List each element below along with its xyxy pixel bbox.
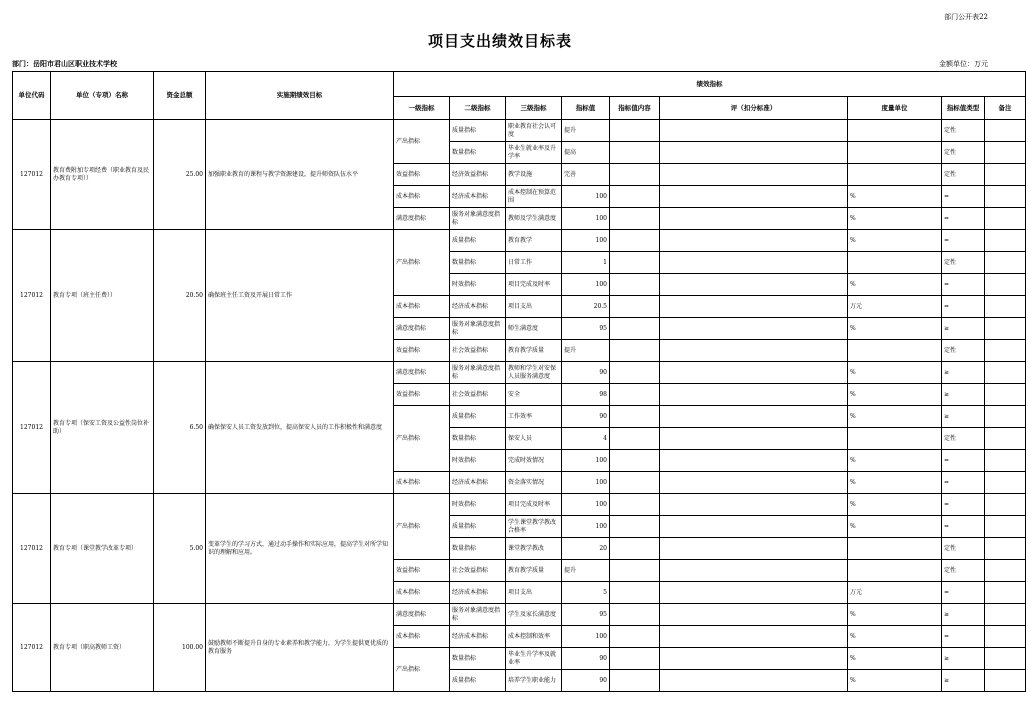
value-content-cell [610,384,660,406]
value-content-cell [610,516,660,538]
scoring-cell [660,472,848,494]
measure-unit-cell: 万元 [848,582,942,604]
goal-cell: 确保保安人员工资发放到位，提高保安人员的工作积极性和满意度 [206,362,394,494]
measure-unit-cell: % [848,230,942,252]
value-cell: 提高 [562,142,610,164]
value-content-cell [610,208,660,230]
measure-unit-cell [848,428,942,450]
l1-cell: 成本指标 [394,582,450,604]
table-row [13,362,1026,384]
measure-unit-cell: % [848,274,942,296]
value-type-cell: = [942,582,985,604]
value-content-cell [610,582,660,604]
value-type-cell: = [942,494,985,516]
unit-code-cell: 127012 [13,120,51,230]
value-content-cell [610,406,660,428]
l1-cell: 产出指标 [394,494,450,560]
l3-cell: 教学设施 [506,164,562,186]
remark-cell [985,428,1026,450]
remark-cell [985,164,1026,186]
l1-cell: 效益指标 [394,340,450,362]
scoring-cell [660,494,848,516]
value-cell: 提升 [562,560,610,582]
value-content-cell [610,362,660,384]
scoring-cell [660,538,848,560]
l2-cell: 社会效益指标 [450,340,506,362]
scoring-cell [660,318,848,340]
value-content-cell [610,538,660,560]
scoring-cell [660,186,848,208]
l3-cell: 培养学生职业能力 [506,670,562,692]
money-unit-label: 金额单位：万元 [939,60,988,68]
header-perf: 绩效指标 [394,72,1026,97]
l1-cell: 效益指标 [394,384,450,406]
value-type-cell: 定性 [942,340,985,362]
value-content-cell [610,318,660,340]
header-unit-code: 单位代码 [13,72,51,120]
value-cell: 90 [562,406,610,428]
value-content-cell [610,186,660,208]
l3-cell: 保安人员 [506,428,562,450]
value-type-cell: ≥ [942,604,985,626]
header-measure-unit: 度量单位 [848,97,942,120]
l1-cell: 满意度指标 [394,604,450,626]
unit-code-cell: 127012 [13,604,51,692]
value-cell: 90 [562,670,610,692]
value-cell: 100 [562,494,610,516]
measure-unit-cell [848,560,942,582]
remark-cell [985,120,1026,142]
unit-code-cell: 127012 [13,362,51,494]
l2-cell: 数量指标 [450,648,506,670]
value-cell: 1 [562,252,610,274]
unit-name-cell: 教育专项（职高教师工资） [51,604,154,692]
remark-cell [985,406,1026,428]
scoring-cell [660,626,848,648]
l3-cell: 教育教学质量 [506,340,562,362]
measure-unit-cell: % [848,494,942,516]
remark-cell [985,142,1026,164]
l2-cell: 质量指标 [450,230,506,252]
unit-name-cell: 教育专项（班主任费）） [51,230,154,362]
l2-cell: 经济成本指标 [450,472,506,494]
l1-cell: 满意度指标 [394,318,450,340]
total-funds-cell: 5.00 [154,494,206,604]
page-code: 部门公开表22 [944,13,988,21]
scoring-cell [660,142,848,164]
value-type-cell: 定性 [942,538,985,560]
value-content-cell [610,296,660,318]
l3-cell: 教师和学生对安保人员服务满意度 [506,362,562,384]
value-content-cell [610,472,660,494]
value-content-cell [610,428,660,450]
header-remark: 备注 [985,97,1026,120]
unit-name-cell: 教育费附加专项经费（职业教育及民办教育专项）） [51,120,154,230]
l2-cell: 数量指标 [450,538,506,560]
value-type-cell: = [942,208,985,230]
remark-cell [985,274,1026,296]
l2-cell: 服务对象满意度指标 [450,208,506,230]
l3-cell: 毕业生就业率及升学率 [506,142,562,164]
header-unit-name: 单位（专项）名称 [51,72,154,120]
remark-cell [985,648,1026,670]
goal-cell: 确保班主任工资及开展日常工作 [206,230,394,362]
value-cell: 90 [562,362,610,384]
l3-cell: 师生满意度 [506,318,562,340]
value-type-cell: ≥ [942,670,985,692]
value-type-cell: = [942,516,985,538]
l2-cell: 社会效益指标 [450,384,506,406]
value-type-cell: = [942,472,985,494]
scoring-cell [660,648,848,670]
unit-code-cell: 127012 [13,230,51,362]
measure-unit-cell: % [848,406,942,428]
scoring-cell [660,208,848,230]
value-content-cell [610,626,660,648]
l1-cell: 效益指标 [394,164,450,186]
l2-cell: 数量指标 [450,252,506,274]
l1-cell: 产出指标 [394,230,450,296]
l1-cell: 产出指标 [394,406,450,472]
l3-cell: 日常工作 [506,252,562,274]
l3-cell: 学生及家长满意度 [506,604,562,626]
value-content-cell [610,164,660,186]
value-cell: 95 [562,318,610,340]
l3-cell: 工作效率 [506,406,562,428]
l1-cell: 效益指标 [394,560,450,582]
measure-unit-cell [848,340,942,362]
measure-unit-cell [848,538,942,560]
table-row [13,604,1026,626]
value-type-cell: ≥ [942,318,985,340]
l3-cell: 教育教学质量 [506,560,562,582]
l1-cell: 产出指标 [394,648,450,692]
value-type-cell: ≥ [942,406,985,428]
l3-cell: 成本控制和效率 [506,626,562,648]
l2-cell: 经济效益指标 [450,164,506,186]
remark-cell [985,186,1026,208]
header-value-type: 指标值类型 [942,97,985,120]
l3-cell: 学生课堂教学教改合格率 [506,516,562,538]
value-cell: 5 [562,582,610,604]
measure-unit-cell [848,252,942,274]
value-content-cell [610,142,660,164]
value-type-cell: = [942,450,985,472]
l3-cell: 资金落实情况 [506,472,562,494]
value-cell: 提升 [562,120,610,142]
measure-unit-cell: % [848,208,942,230]
value-cell: 90 [562,648,610,670]
scoring-cell [660,604,848,626]
measure-unit-cell: % [848,186,942,208]
scoring-cell [660,340,848,362]
measure-unit-cell [848,120,942,142]
remark-cell [985,384,1026,406]
l3-cell: 项目完成及时率 [506,494,562,516]
scoring-cell [660,274,848,296]
value-cell: 100 [562,230,610,252]
l2-cell: 服务对象满意度指标 [450,362,506,384]
value-cell: 提升 [562,340,610,362]
value-type-cell: = [942,186,985,208]
remark-cell [985,604,1026,626]
value-content-cell [610,648,660,670]
remark-cell [985,340,1026,362]
l2-cell: 质量指标 [450,406,506,428]
header-l2: 二级指标 [450,97,506,120]
value-content-cell [610,252,660,274]
value-type-cell: ≥ [942,362,985,384]
value-content-cell [610,450,660,472]
value-cell: 完善 [562,164,610,186]
value-type-cell: 定性 [942,252,985,274]
goal-cell: 变革学生的学习方式，通过动手操作和实际应用，提高学生对所学知识的理解和应用。 [206,494,394,604]
goal-cell: 鼓励教师不断提升自身的专业素养和教学能力，为学生提供更优质的教育服务 [206,604,394,692]
remark-cell [985,230,1026,252]
l2-cell: 经济成本指标 [450,186,506,208]
scoring-cell [660,450,848,472]
remark-cell [985,362,1026,384]
remark-cell [985,626,1026,648]
l3-cell: 项目支出 [506,582,562,604]
scoring-cell [660,296,848,318]
total-funds-cell: 25.00 [154,120,206,230]
header-l1: 一级指标 [394,97,450,120]
remark-cell [985,560,1026,582]
l2-cell: 时效指标 [450,274,506,296]
value-content-cell [610,604,660,626]
measure-unit-cell [848,142,942,164]
l3-cell: 职业教育社会认可度 [506,120,562,142]
value-type-cell: 定性 [942,142,985,164]
measure-unit-cell: % [848,384,942,406]
l2-cell: 经济成本指标 [450,582,506,604]
scoring-cell [660,164,848,186]
department-label: 部门：岳阳市君山区职业技术学校 [12,59,117,68]
l2-cell: 数量指标 [450,428,506,450]
value-type-cell: 定性 [942,428,985,450]
goal-cell: 加强职业教育的课程与教学资源建设，提升师资队伍水平 [206,120,394,230]
remark-cell [985,472,1026,494]
value-type-cell: 定性 [942,560,985,582]
l2-cell: 社会效益指标 [450,560,506,582]
remark-cell [985,670,1026,692]
header-l3: 三级指标 [506,97,562,120]
remark-cell [985,296,1026,318]
value-type-cell: = [942,274,985,296]
table-body [13,120,1026,692]
measure-unit-cell: % [848,472,942,494]
value-type-cell: = [942,296,985,318]
scoring-cell [660,560,848,582]
l3-cell: 项目完成及时率 [506,274,562,296]
value-cell: 100 [562,450,610,472]
value-cell: 100 [562,274,610,296]
remark-cell [985,538,1026,560]
unit-name-cell: 教育专项（课堂教学改革专项） [51,494,154,604]
l1-cell: 成本指标 [394,296,450,318]
value-cell: 100 [562,208,610,230]
value-content-cell [610,340,660,362]
scoring-cell [660,428,848,450]
value-type-cell: 定性 [942,120,985,142]
l1-cell: 成本指标 [394,186,450,208]
l1-cell: 成本指标 [394,626,450,648]
remark-cell [985,516,1026,538]
scoring-cell [660,516,848,538]
measure-unit-cell: % [848,604,942,626]
l2-cell: 服务对象满意度指标 [450,318,506,340]
header-scoring: 评（扣分标准） [660,97,848,120]
scoring-cell [660,582,848,604]
table-row [13,230,1026,252]
scoring-cell [660,252,848,274]
l1-cell: 产出指标 [394,120,450,164]
value-cell: 100 [562,472,610,494]
measure-unit-cell: % [848,516,942,538]
l3-cell: 毕业生升学率及就业率 [506,648,562,670]
l2-cell: 经济成本指标 [450,626,506,648]
value-type-cell: ≥ [942,648,985,670]
l3-cell: 课堂教学教改 [506,538,562,560]
l1-cell: 满意度指标 [394,362,450,384]
l2-cell: 数量指标 [450,142,506,164]
value-cell: 100 [562,186,610,208]
value-cell: 95 [562,604,610,626]
l1-cell: 成本指标 [394,472,450,494]
value-content-cell [610,120,660,142]
scoring-cell [660,406,848,428]
measure-unit-cell: % [848,318,942,340]
l3-cell: 安全 [506,384,562,406]
value-type-cell: ≥ [942,384,985,406]
value-content-cell [610,494,660,516]
l2-cell: 质量指标 [450,670,506,692]
value-content-cell [610,230,660,252]
value-content-cell [610,274,660,296]
total-funds-cell: 100.00 [154,604,206,692]
header-value: 指标值 [562,97,610,120]
remark-cell [985,582,1026,604]
value-cell: 100 [562,516,610,538]
measure-unit-cell [848,164,942,186]
remark-cell [985,318,1026,340]
header-value-content: 指标值内容 [610,97,660,120]
remark-cell [985,494,1026,516]
l3-cell: 成本控制在预算范围 [506,186,562,208]
value-type-cell: = [942,230,985,252]
l2-cell: 质量指标 [450,516,506,538]
page-title: 项目支出绩效目标表 [427,32,572,50]
scoring-cell [660,120,848,142]
l2-cell: 时效指标 [450,494,506,516]
unit-name-cell: 教育专项（保安工资及公益性岗位补助） [51,362,154,494]
total-funds-cell: 6.50 [154,362,206,494]
scoring-cell [660,362,848,384]
value-cell: 20 [562,538,610,560]
remark-cell [985,208,1026,230]
measure-unit-cell: % [848,450,942,472]
performance-table [12,71,1026,692]
total-funds-cell: 20.50 [154,230,206,362]
value-content-cell [610,560,660,582]
value-cell: 4 [562,428,610,450]
table-row [13,494,1026,516]
scoring-cell [660,384,848,406]
remark-cell [985,450,1026,472]
measure-unit-cell: % [848,648,942,670]
l1-cell: 满意度指标 [394,208,450,230]
value-content-cell [610,670,660,692]
l2-cell: 服务对象满意度指标 [450,604,506,626]
value-type-cell: = [942,626,985,648]
header-total-funds: 资金总额 [154,72,206,120]
measure-unit-cell: % [848,670,942,692]
l3-cell: 教育教学 [506,230,562,252]
l3-cell: 教师及学生满意度 [506,208,562,230]
value-cell: 20.5 [562,296,610,318]
l3-cell: 完成时效情况 [506,450,562,472]
l2-cell: 经济成本指标 [450,296,506,318]
l2-cell: 质量指标 [450,120,506,142]
scoring-cell [660,670,848,692]
scoring-cell [660,230,848,252]
remark-cell [985,252,1026,274]
table-row [13,120,1026,142]
measure-unit-cell: % [848,362,942,384]
l2-cell: 时效指标 [450,450,506,472]
measure-unit-cell: % [848,626,942,648]
value-cell: 98 [562,384,610,406]
l3-cell: 项目支出 [506,296,562,318]
header-goal: 实施期绩效目标 [206,72,394,120]
unit-code-cell: 127012 [13,494,51,604]
measure-unit-cell: 万元 [848,296,942,318]
value-type-cell: 定性 [942,164,985,186]
value-cell: 100 [562,626,610,648]
